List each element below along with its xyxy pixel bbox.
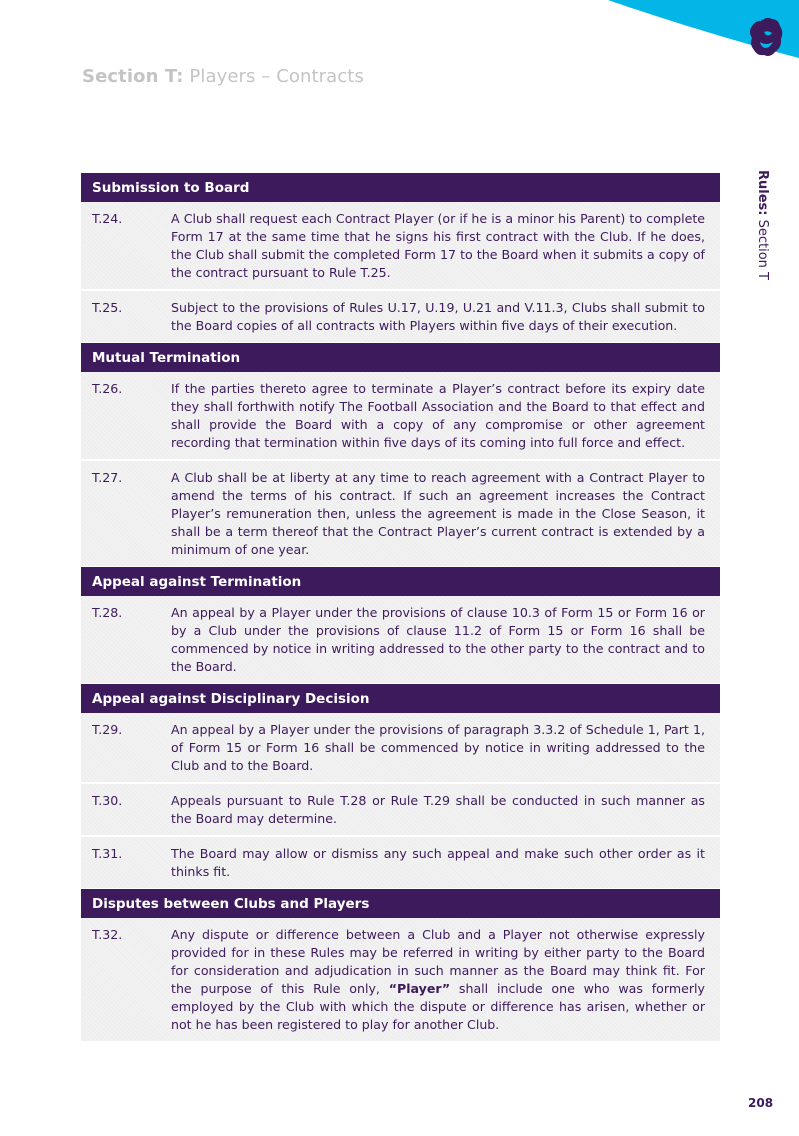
rule-text-after: shall include one who was formerly employed by the Club with which the dispute or difference has arisen, whether or not he has been registered to play for another Club. — [171, 981, 705, 1032]
rule-text: The Board may allow or dismiss any such appeal and make such other order as it thinks fit. — [171, 846, 705, 879]
side-label-text — [755, 170, 770, 280]
rule-t25 — [81, 290, 720, 343]
rule-text: Appeals pursuant to Rule T.28 or Rule T.29 shall be conducted in such manner as the Board may determine. — [171, 793, 705, 826]
rule-t29 — [81, 713, 720, 783]
rule-text: A Club shall request each Contract Player (or if he is a minor his Parent) to complete Form 17 at the same time that he signs his first contract with the Club. If he does, the Club shall submit the completed Form 17 to the Board when it submits a copy of the contract pursuant to Rule T.25. — [171, 211, 705, 280]
side-section-label — [752, 170, 774, 290]
section-header-appeal-disciplinary: Appeal against Disciplinary Decision — [81, 684, 720, 713]
rule-t31 — [81, 836, 720, 889]
rule-number: T.25. — [92, 300, 123, 315]
page-title-section: Section T: — [82, 66, 184, 87]
rule-text: A Club shall be at liberty at any time to reach agreement with a Contract Player to amend the terms of his contract. If such an agreement increases the Contract Player’s remuneration then, unless the agreement is made in the Close Season, it shall be a term thereof that the Contract Player’s current contract is extended by a minimum of one year. — [171, 470, 705, 557]
section-header-appeal-termination: Appeal against Termination — [81, 567, 720, 596]
rule-number: T.26. — [92, 381, 123, 396]
section-header-submission: Submission to Board — [81, 173, 720, 202]
rule-text: An appeal by a Player under the provisions of paragraph 3.3.2 of Schedule 1, Part 1, of Form 15 or Form 16 shall be commenced by notice in writing addressed to the Club and to the Board. — [171, 722, 705, 773]
rule-text — [171, 926, 705, 1034]
rule-number: T.32. — [92, 927, 123, 942]
rule-text: Subject to the provisions of Rules U.17, U.19, U.21 and V.11.3, Clubs shall submit to the Board copies of all contracts with Players within five days of their execution. — [171, 300, 705, 333]
rule-t28 — [81, 596, 720, 684]
rule-number: T.31. — [92, 846, 123, 861]
page-title — [82, 66, 364, 87]
section-header-disputes: Disputes between Clubs and Players — [81, 889, 720, 918]
rule-t27 — [81, 460, 720, 567]
rule-number: T.28. — [92, 605, 123, 620]
rule-text-before: Any dispute or difference between a Club and a Player not otherwise expressly provided for in these Rules may be referred in writing by either party to the Board for consideration and adjudication in such manner as the Board may think fit. For the purpose of this Rule only, — [171, 927, 705, 996]
rule-number: T.24. — [92, 211, 123, 226]
page-title-text: Players – Contracts — [189, 66, 364, 87]
rule-number: T.29. — [92, 722, 123, 737]
rule-t24 — [81, 202, 720, 290]
rule-text: If the parties thereto agree to terminate a Player’s contract before its expiry date they shall forthwith notify The Football Association and the Board to that effect and shall provide the Board with a copy of any compromise or other agreement recording that termination within five days of its coming into full force and effect. — [171, 381, 705, 450]
rule-t30 — [81, 783, 720, 836]
side-label-rest: Section T — [755, 219, 770, 280]
rules-content — [81, 173, 720, 1042]
rule-text: An appeal by a Player under the provisions of clause 10.3 of Form 15 or Form 16 or by a Club under the provisions of clause 11.2 of Form 15 or Form 16 shall be commenced by notice in writing addressed to the other party to the contract and to the Board. — [171, 605, 705, 674]
rule-number: T.30. — [92, 793, 123, 808]
rule-number: T.27. — [92, 470, 123, 485]
rule-t26 — [81, 372, 720, 460]
rule-t32 — [81, 918, 720, 1042]
section-header-mutual-termination: Mutual Termination — [81, 343, 720, 372]
side-label-bold: Rules: — [755, 170, 770, 216]
defined-term-player: “Player” — [388, 981, 451, 996]
page-number: 208 — [748, 1096, 774, 1110]
